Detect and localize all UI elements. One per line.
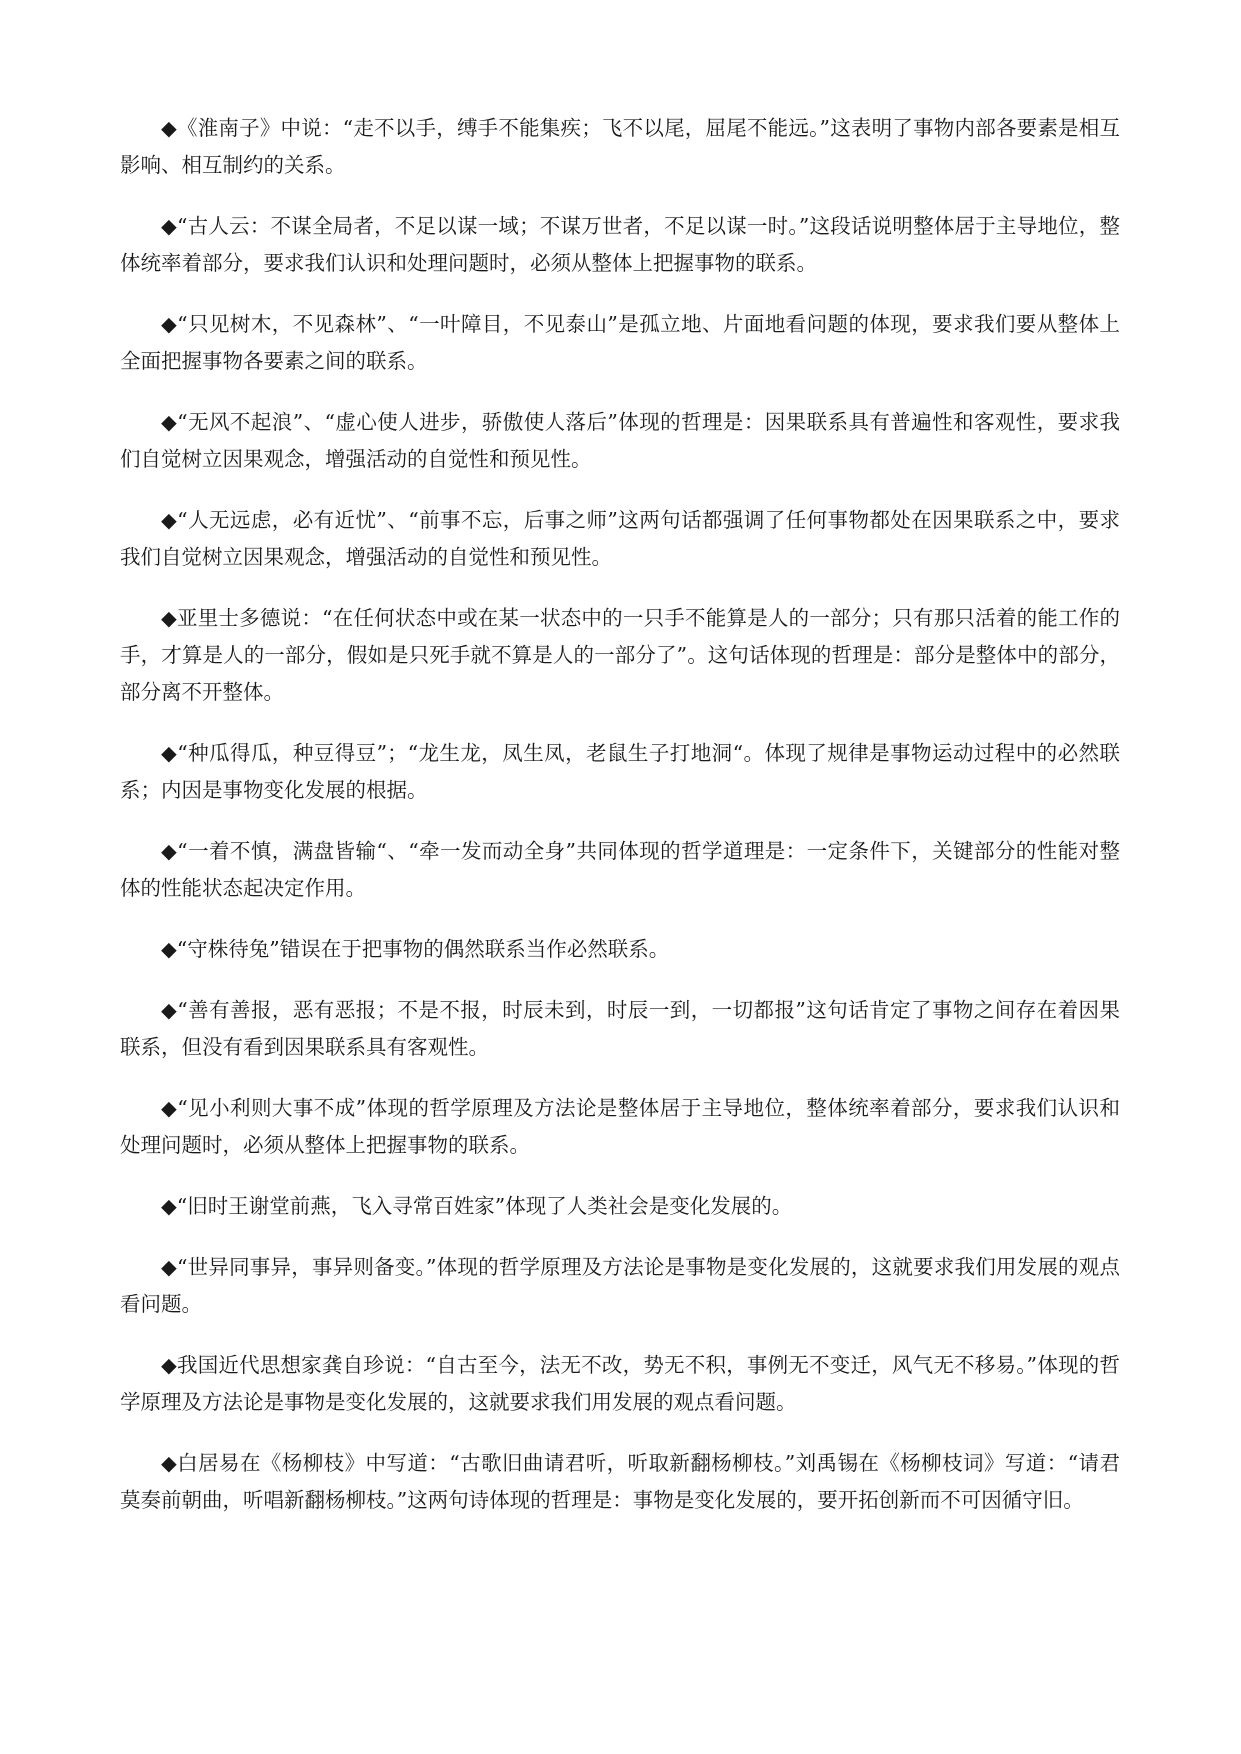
paragraph: ◆“见小利则大事不成”体现的哲学原理及方法论是整体居于主导地位，整体统率着部分，要求我们认识和处理问题时，必须从整体上把握事物的联系。 <box>120 1096 1120 1157</box>
paragraph: ◆我国近代思想家龚自珍说：“自古至今，法无不改，势无不积，事例无不变迁，风气无不移易。”体现的哲学原理及方法论是事物是变化发展的，这就要求我们用发展的观点看问题。 <box>120 1353 1120 1414</box>
paragraph: ◆“人无远虑，必有近忧”、“前事不忘，后事之师”这两句话都强调了任何事物都处在因果联系之中，要求我们自觉树立因果观念，增强活动的自觉性和预见性。 <box>120 508 1120 569</box>
paragraph: ◆“无风不起浪”、“虚心使人进步，骄傲使人落后”体现的哲理是：因果联系具有普遍性和客观性，要求我们自觉树立因果观念，增强活动的自觉性和预见性。 <box>120 410 1120 471</box>
paragraph: ◆“世异同事异，事异则备变。”体现的哲学原理及方法论是事物是变化发展的，这就要求我们用发展的观点看问题。 <box>120 1255 1120 1316</box>
paragraph: ◆《淮南子》中说：“走不以手，缚手不能集疾；飞不以尾，屈尾不能远。”这表明了事物内部各要素是相互影响、相互制约的关系。 <box>120 116 1120 177</box>
paragraph: ◆亚里士多德说：“在任何状态中或在某一状态中的一只手不能算是人的一部分；只有那只活着的能工作的手，才算是人的一部分，假如是只死手就不算是人的一部分了”。这句话体现的哲理是：部分是整体中的部分，部分离不开整体。 <box>120 606 1120 704</box>
paragraph: ◆“守株待兔”错误在于把事物的偶然联系当作必然联系。 <box>161 937 670 961</box>
paragraph: ◆白居易在《杨柳枝》中写道：“古歌旧曲请君听，听取新翻杨柳枝。”刘禹锡在《杨柳枝词》写道：“请君莫奏前朝曲，听唱新翻杨柳枝。”这两句诗体现的哲理是：事物是变化发展的，要开拓创新而不可因循守旧。 <box>120 1451 1120 1512</box>
paragraph: ◆“善有善报，恶有恶报；不是不报，时辰未到，时辰一到，一切都报”这句话肯定了事物之间存在着因果联系，但没有看到因果联系具有客观性。 <box>120 998 1120 1059</box>
paragraph: ◆“一着不慎，满盘皆输“、“牵一发而动全身”共同体现的哲学道理是：一定条件下，关键部分的性能对整体的性能状态起决定作用。 <box>120 839 1120 900</box>
paragraph: ◆“旧时王谢堂前燕，飞入寻常百姓家”体现了人类社会是变化发展的。 <box>161 1194 793 1218</box>
paragraph: ◆“种瓜得瓜，种豆得豆”；“龙生龙，凤生凤，老鼠生子打地洞“。体现了规律是事物运动过程中的必然联系；内因是事物变化发展的根据。 <box>120 741 1120 802</box>
document-page <box>120 110 1120 1543</box>
paragraph: ◆“只见树木，不见森林”、“一叶障目，不见泰山”是孤立地、片面地看问题的体现，要求我们要从整体上全面把握事物各要素之间的联系。 <box>120 312 1120 373</box>
paragraph: ◆“古人云：不谋全局者，不足以谋一域；不谋万世者，不足以谋一时。”这段话说明整体居于主导地位，整体统率着部分，要求我们认识和处理问题时，必须从整体上把握事物的联系。 <box>120 214 1120 275</box>
